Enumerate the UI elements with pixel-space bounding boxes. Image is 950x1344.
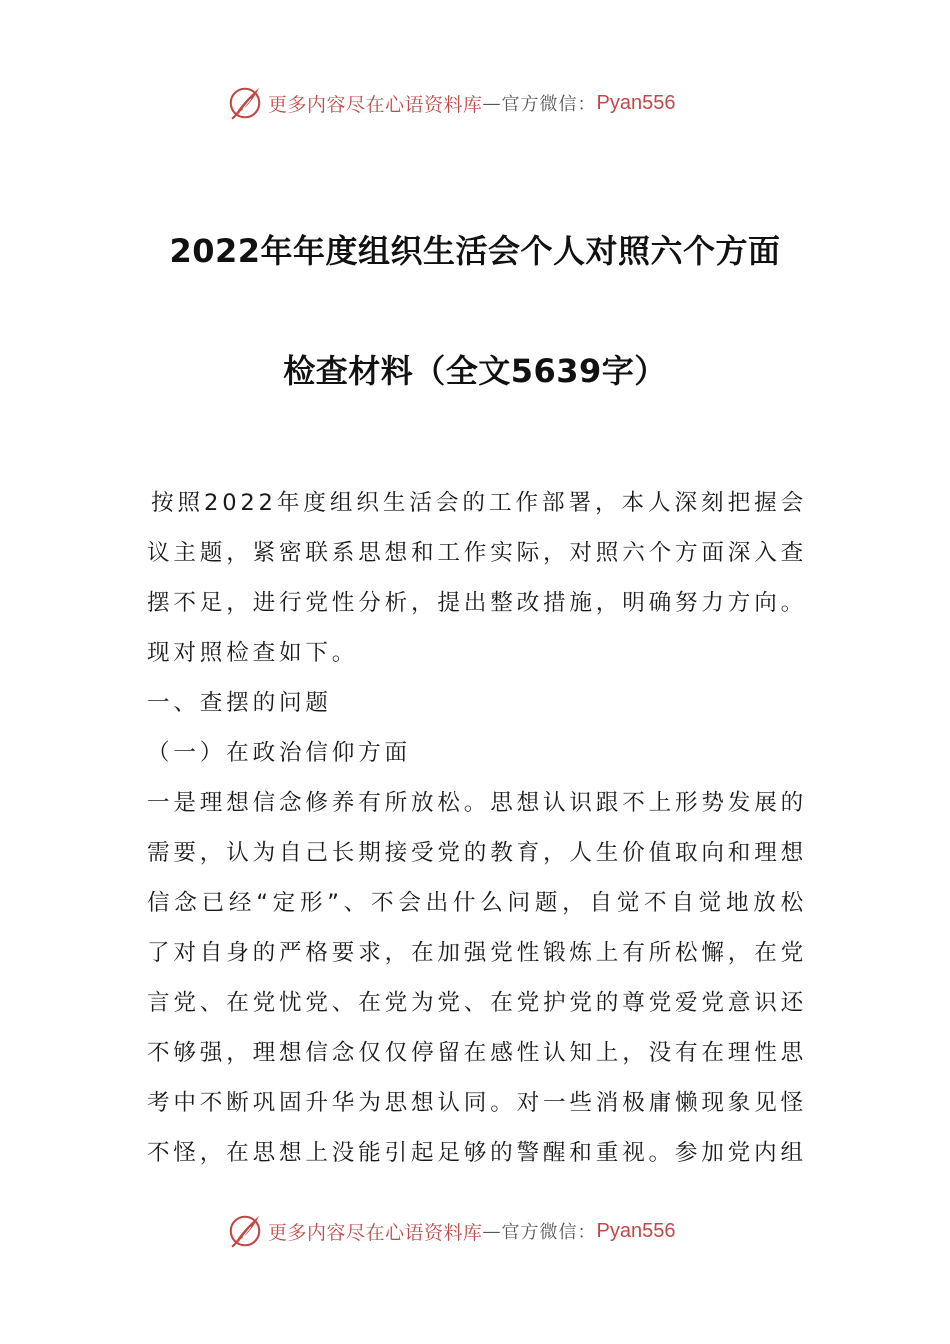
header-banner [226, 81, 675, 125]
banner-wechat-label: 官方微信： [501, 1222, 597, 1243]
banner-dash: — [482, 92, 502, 114]
quill-logo-icon [226, 84, 264, 122]
quill-logo-icon [226, 1212, 264, 1250]
body-paragraph: 一是理想信念修养有所放松。思想认识跟不上形势发展的需要，认为自己长期接受党的教育，人生价值取向和理想信念已经“定形”、不会出什么问题，自觉不自觉地放松了对自身的严格要求，在加强党性锻炼上有所松懈，在党言党、在党忧党、在党为党、在党护党的尊党爱党意识还不够强，理想信念仅仅停留在感性认知上，没有在理性思考中不断巩固升华为思想认同。对一些消极庸懒现象见怪不怪，在思想上没能引起足够的警醒和重视。参加党内组 [147, 790, 807, 1166]
banner-text: 更多内容尽在心语资料库 [268, 1221, 483, 1244]
banner-text: 更多内容尽在心语资料库 [268, 93, 483, 116]
banner-wechat-id: Pyan556 [596, 91, 676, 114]
footer-banner [226, 1209, 675, 1253]
document-title-line2: 检查材料（全文5639字） [283, 352, 667, 390]
subsection-heading: （一）在政治信仰方面 [147, 740, 411, 766]
banner-wechat-id: Pyan556 [596, 1219, 676, 1242]
banner-wechat-label: 官方微信： [501, 94, 597, 115]
document-body [147, 478, 807, 1178]
banner-dash: — [482, 1220, 502, 1242]
intro-paragraph: 按照2022年度组织生活会的工作部署，本人深刻把握会议主题，紧密联系思想和工作实际，对照六个方面深入查摆不足，进行党性分析，提出整改措施，明确努力方向。现对照检查如下。 [147, 490, 807, 666]
document-title-line1: 2022年年度组织生活会个人对照六个方面 [169, 232, 781, 270]
section-heading: 一、查摆的问题 [147, 690, 332, 716]
